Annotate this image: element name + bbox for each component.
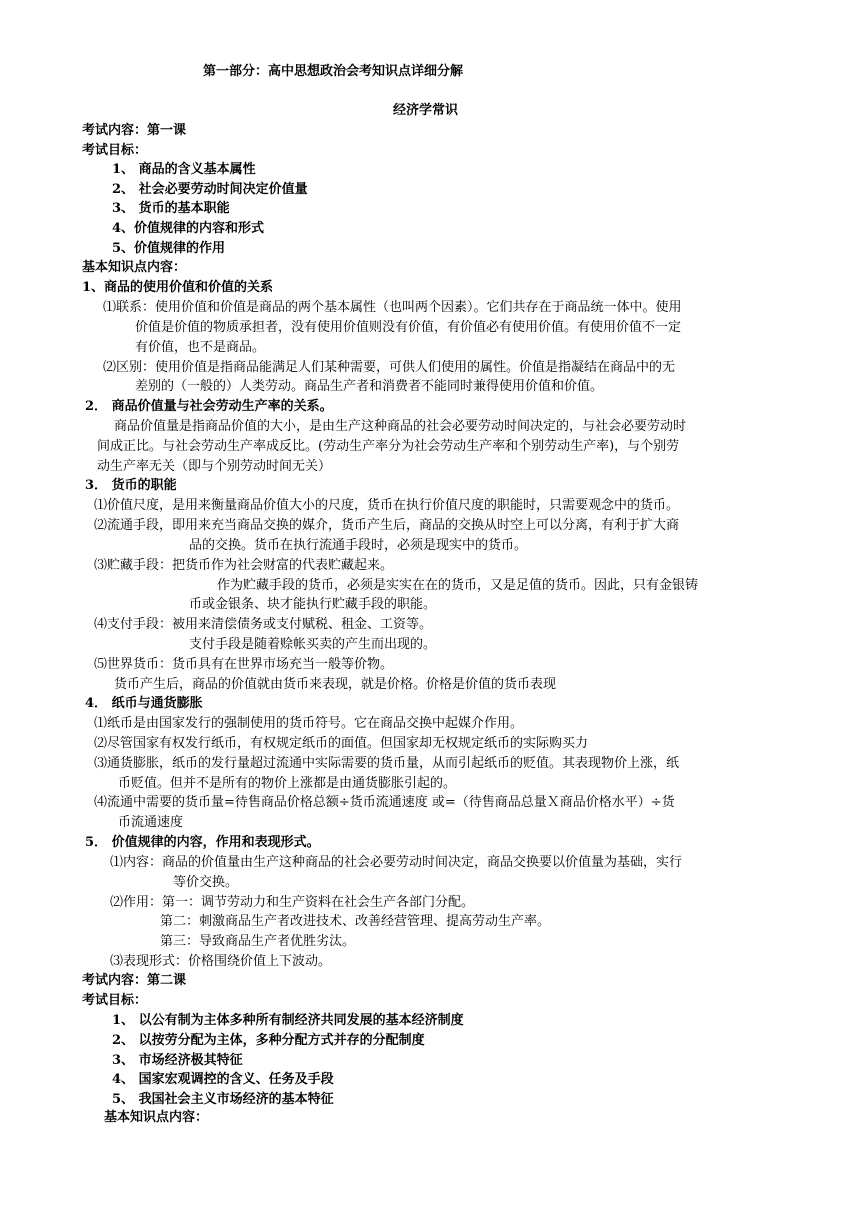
lesson1-goal: 3、 货币的基本职能 [112, 201, 230, 216]
paragraph-line: ⑴联系：使用价值和价值是商品的两个基本属性（也叫两个因素）。它们共存在于商品统一体中。使用 [103, 300, 682, 315]
lesson1-content: 考试内容：第一课 [82, 123, 187, 138]
paragraph-line: ⑷支付手段：被用来清偿债务或支付赋税、租金、工资等。 [94, 617, 433, 632]
lesson2-goal: 4、 国家宏观调控的含义、任务及手段 [112, 1072, 334, 1087]
paragraph-line: 间成正比。与社会劳动生产率成反比。(劳动生产率分为社会劳动生产率和个别劳动生产率)，与个别劳 [97, 439, 680, 454]
section-title-economics: 经济学常识 [393, 103, 459, 118]
paragraph-line: 动生产率无关（即与个别劳动时间无关） [97, 459, 332, 474]
lesson2-basics-label: 基本知识点内容： [104, 1110, 209, 1125]
section-heading-4: 4． 纸币与通货膨胀 [85, 696, 203, 711]
paragraph-line: ⑴纸币是由国家发行的强制使用的货币符号。它在商品交换中起媒介作用。 [94, 716, 524, 731]
section-heading-1: 1、商品的使用价值和价值的关系 [82, 280, 274, 295]
paragraph-line: 第三：导致商品生产者优胜劣汰。 [160, 934, 356, 949]
paragraph-line: 第二：刺激商品生产者改进技术、改善经营管理、提高劳动生产率。 [160, 914, 551, 929]
paragraph-line: ⑶贮藏手段：把货币作为社会财富的代表贮藏起来。 [94, 558, 394, 573]
lesson1-goals-label: 考试目标： [82, 143, 148, 158]
paragraph-line: 商品价值量是指商品价值的大小，是由生产这种商品的社会必要劳动时间决定的，与社会必要劳动时 [114, 419, 687, 434]
paragraph-line: 货币产生后，商品的价值就由货币来表现，就是价格。价格是价值的货币表现 [114, 677, 557, 692]
lesson1-goal: 4、价值规律的内容和形式 [112, 221, 265, 236]
lesson1-goal: 1、 商品的含义基本属性 [112, 162, 256, 177]
paragraph-line: ⑵作用：第一：调节劳动力和生产资料在社会生产各部门分配。 [110, 895, 475, 910]
section-heading-5: 5． 价值规律的内容，作用和表现形式。 [85, 835, 320, 850]
paragraph-line: ⑴内容：商品的价值量由生产这种商品的社会必要劳动时间决定，商品交换要以价值量为基础，实行 [110, 855, 683, 870]
paragraph-line: ⑷流通中需要的货币量=待售商品价格总额÷货币流通速度 或=（待售商品总量Ｘ商品价格水平）÷货 [94, 795, 675, 810]
paragraph-line: ⑵尽管国家有权发行纸币，有权规定纸币的面值。但国家却无权规定纸币的实际购买力 [94, 736, 589, 751]
section-heading-2: 2． 商品价值量与社会劳动生产率的关系。 [85, 399, 333, 414]
paragraph-line: ⑶表现形式：价格围绕价值上下波动。 [110, 954, 332, 969]
paragraph-line: 有价值，也不是商品。 [135, 340, 266, 355]
lesson1-goal: 2、 社会必要劳动时间决定价值量 [112, 182, 308, 197]
paragraph-line: 币流通速度 [118, 815, 184, 830]
lesson2-goals-label: 考试目标： [82, 993, 148, 1008]
lesson2-goal: 2、 以按劳分配为主体，多种分配方式并存的分配制度 [112, 1033, 425, 1048]
paragraph-line: ⑴价值尺度，是用来衡量商品价值大小的尺度，货币在执行价值尺度的职能时，只需要观念中的货币。 [94, 498, 680, 513]
lesson2-goal: 1、 以公有制为主体多种所有制经济共同发展的基本经济制度 [112, 1013, 464, 1028]
paragraph-line: ⑶通货膨胀，纸币的发行量超过流通中实际需要的货币量，从而引起纸币的贬值。其表现物价上涨，纸 [94, 756, 680, 771]
paragraph-line: ⑵区别：使用价值是指商品能满足人们某种需要，可供人们使用的属性。价值是指凝结在商品中的无 [103, 360, 676, 375]
paragraph-line: 支付手段是随着赊帐买卖的产生而出现的。 [189, 637, 437, 652]
paragraph-line: 币贬值。但并不是所有的物价上涨都是由通货膨胀引起的。 [118, 776, 457, 791]
section-heading-3: 3． 货币的职能 [85, 478, 177, 493]
paragraph-line: 价值是价值的物质承担者，没有使用价值则没有价值，有价值必有使用价值。有使用价值不一定 [135, 320, 682, 335]
paragraph-line: 作为贮藏手段的货币，必须是实实在在的货币，又是足值的货币。因此，只有金银铸 [217, 578, 699, 593]
paragraph-line: 品的交换。货币在执行流通手段时，必须是现实中的货币。 [189, 538, 528, 553]
lesson1-basics-label: 基本知识点内容： [82, 260, 187, 275]
document-title: 第一部分：高中思想政治会考知识点详细分解 [203, 64, 464, 79]
lesson2-goal: 5、 我国社会主义市场经济的基本特征 [112, 1092, 334, 1107]
lesson1-goal: 5、价值规律的作用 [112, 241, 226, 256]
lesson2-goal: 3、 市场经济极其特征 [112, 1053, 243, 1068]
paragraph-line: 币或金银条、块才能执行贮藏手段的职能。 [189, 597, 437, 612]
paragraph-line: 等价交换。 [173, 875, 239, 890]
lesson2-content: 考试内容：第二课 [82, 973, 187, 988]
paragraph-line: ⑸世界货币：货币具有在世界市场充当一般等价物。 [94, 657, 394, 672]
paragraph-line: 差别的（一般的）人类劳动。商品生产者和消费者不能同时兼得使用价值和价值。 [135, 379, 604, 394]
paragraph-line: ⑵流通手段，即用来充当商品交换的媒介，货币产生后，商品的交换从时空上可以分离，有利于扩大商 [94, 518, 680, 533]
